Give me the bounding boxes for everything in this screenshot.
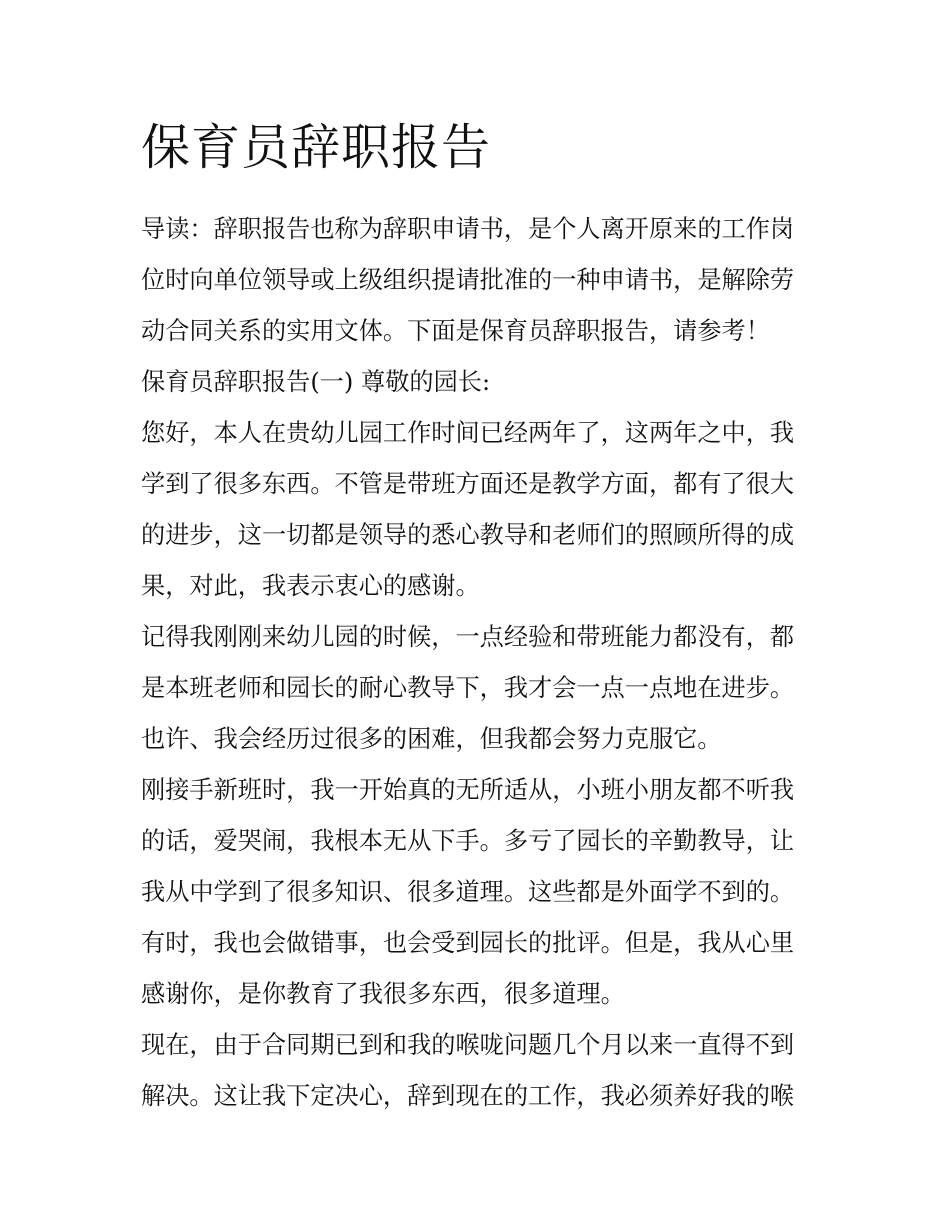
paragraph-salutation: 保育员辞职报告(一) 尊敬的园长:	[141, 368, 491, 396]
paragraph-greeting: 您好，本人在贵幼儿园工作时间已经两年了，这两年之中，我 学到了很多东西。不管是带班方面还是教学方面，都有了很大 的进步，这一切都是领导的悉心教导和老师们的照顾所得的成 果，对此，我表示衷心的感谢。	[141, 419, 795, 600]
document-body	[141, 204, 821, 1122]
paragraph-reason: 现在，由于合同期已到和我的喉咙问题几个月以来一直得不到 解决。这让我下定决心，辞到现在的工作，我必须养好我的喉	[141, 1031, 795, 1110]
document-title: 保育员辞职报告	[141, 119, 492, 176]
paragraph-new-class: 刚接手新班时，我一开始真的无所适从，小班小朋友都不听我 的话，爱哭闹，我根本无从下手。多亏了园长的辛勤教导，让 我从中学到了很多知识、很多道理。这些都是外面学不到的。 有时，我也会做错事，也会受到园长的批评。但是，我从心里 感谢你，是你教育了我很多东西，很多道理。	[141, 776, 795, 1008]
paragraph-memory: 记得我刚刚来幼儿园的时候，一点经验和带班能力都没有，都 是本班老师和园长的耐心教导下，我才会一点一点地在进步。 也许、我会经历过很多的困难，但我都会努力克服它。	[141, 623, 795, 753]
document-page	[141, 110, 821, 1122]
paragraph-intro: 导读：辞职报告也称为辞职申请书，是个人离开原来的工作岗 位时向单位领导或上级组织提请批准的一种申请书，是解除劳 动合同关系的实用文体。下面是保育员辞职报告，请参考！	[141, 215, 795, 345]
